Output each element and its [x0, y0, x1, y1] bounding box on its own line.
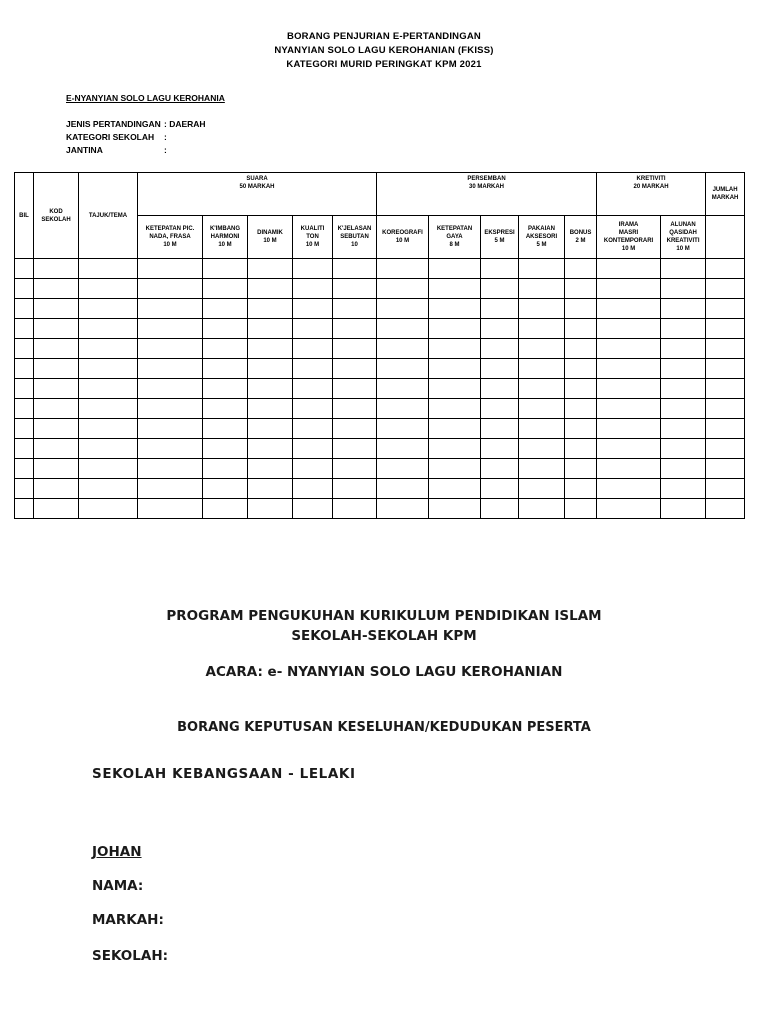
- table-cell[interactable]: [706, 479, 745, 499]
- sub-ekspresi: EKSPRESI 5 M: [481, 216, 519, 259]
- table-cell[interactable]: [519, 359, 565, 379]
- sekolah-kategori: SEKOLAH KEBANGSAAN - LELAKI: [92, 766, 356, 782]
- col-bil: BIL: [15, 173, 34, 259]
- table-cell[interactable]: [248, 379, 293, 399]
- table-cell[interactable]: [79, 479, 138, 499]
- table-cell[interactable]: [565, 319, 597, 339]
- table-cell[interactable]: [79, 499, 138, 519]
- table-cell[interactable]: [15, 479, 34, 499]
- table-cell[interactable]: [79, 439, 138, 459]
- table-cell[interactable]: [248, 419, 293, 439]
- form-info: [66, 118, 206, 157]
- table-row: [15, 399, 745, 419]
- table-cell[interactable]: [565, 259, 597, 279]
- table-cell[interactable]: [481, 359, 519, 379]
- table-cell[interactable]: [597, 279, 661, 299]
- table-cell[interactable]: [565, 439, 597, 459]
- table-cell[interactable]: [481, 279, 519, 299]
- table-cell[interactable]: [429, 259, 481, 279]
- table-row: [15, 319, 745, 339]
- table-cell[interactable]: [203, 279, 248, 299]
- table-cell[interactable]: [293, 279, 333, 299]
- table-cell[interactable]: [377, 499, 429, 519]
- table-cell[interactable]: [429, 439, 481, 459]
- table-cell[interactable]: [565, 279, 597, 299]
- table-cell[interactable]: [15, 499, 34, 519]
- table-cell[interactable]: [333, 339, 377, 359]
- table-cell[interactable]: [597, 299, 661, 319]
- table-cell[interactable]: [293, 399, 333, 419]
- table-cell[interactable]: [248, 399, 293, 419]
- table-cell[interactable]: [519, 339, 565, 359]
- borang-heading: BORANG KEPUTUSAN KESELUHAN/KEDUDUKAN PESERTA: [177, 720, 591, 735]
- table-cell[interactable]: [706, 399, 745, 419]
- table-cell[interactable]: [565, 339, 597, 359]
- sub-kjelasan-sebutan: K'JELASAN SEBUTAN 10: [333, 216, 377, 259]
- table-cell[interactable]: [481, 499, 519, 519]
- table-cell[interactable]: [519, 319, 565, 339]
- title-line-2: NYANYIAN SOLO LAGU KEROHANIAN (FKISS): [274, 45, 494, 56]
- table-cell[interactable]: [248, 259, 293, 279]
- program-heading: [0, 606, 768, 646]
- table-row: [15, 499, 745, 519]
- table-cell[interactable]: [79, 359, 138, 379]
- table-cell[interactable]: [597, 419, 661, 439]
- table-cell[interactable]: [706, 379, 745, 399]
- table-cell[interactable]: [429, 499, 481, 519]
- table-row: [15, 479, 745, 499]
- table-cell[interactable]: [597, 399, 661, 419]
- table-cell[interactable]: [248, 299, 293, 319]
- table-cell[interactable]: [565, 379, 597, 399]
- table-cell[interactable]: [203, 259, 248, 279]
- table-cell[interactable]: [79, 459, 138, 479]
- table-cell[interactable]: [597, 439, 661, 459]
- table-cell[interactable]: [293, 319, 333, 339]
- nama-label: NAMA:: [92, 878, 144, 894]
- table-cell[interactable]: [15, 419, 34, 439]
- table-cell[interactable]: [377, 279, 429, 299]
- table-cell[interactable]: [565, 419, 597, 439]
- sub-koreografi: KOREOGRAFI 10 M: [377, 216, 429, 259]
- table-cell[interactable]: [293, 459, 333, 479]
- table-cell[interactable]: [79, 299, 138, 319]
- sub-jumlah-blank: [706, 216, 745, 259]
- table-cell[interactable]: [565, 299, 597, 319]
- table-cell[interactable]: [706, 279, 745, 299]
- table-cell[interactable]: [661, 399, 706, 419]
- table-cell[interactable]: [429, 379, 481, 399]
- table-cell[interactable]: [203, 459, 248, 479]
- table-cell[interactable]: [293, 419, 333, 439]
- table-cell[interactable]: [377, 299, 429, 319]
- table-cell[interactable]: [15, 459, 34, 479]
- table-cell[interactable]: [377, 399, 429, 419]
- table-row: [15, 459, 745, 479]
- table-row: [15, 339, 745, 359]
- table-row: [15, 419, 745, 439]
- table-cell[interactable]: [248, 319, 293, 339]
- table-cell[interactable]: [706, 459, 745, 479]
- table-cell[interactable]: [661, 299, 706, 319]
- table-cell[interactable]: [333, 399, 377, 419]
- table-cell[interactable]: [15, 339, 34, 359]
- table-cell[interactable]: [333, 499, 377, 519]
- table-cell[interactable]: [519, 459, 565, 479]
- table-cell[interactable]: [481, 319, 519, 339]
- table-row: [15, 359, 745, 379]
- table-cell[interactable]: [377, 259, 429, 279]
- table-cell[interactable]: [565, 399, 597, 419]
- table-cell[interactable]: [34, 339, 79, 359]
- table-cell[interactable]: [203, 299, 248, 319]
- table-cell[interactable]: [519, 399, 565, 419]
- table-cell[interactable]: [706, 499, 745, 519]
- table-cell[interactable]: [203, 419, 248, 439]
- col-jumlah-markah: JUMLAH MARKAH: [706, 173, 745, 216]
- table-cell[interactable]: [377, 379, 429, 399]
- table-cell[interactable]: [138, 299, 203, 319]
- table-cell[interactable]: [203, 359, 248, 379]
- sub-alunan-qasidah: ALUNAN QASIDAH KREATIVITI 10 M: [661, 216, 706, 259]
- table-cell[interactable]: [333, 279, 377, 299]
- table-cell[interactable]: [333, 479, 377, 499]
- table-cell[interactable]: [597, 379, 661, 399]
- table-cell[interactable]: [429, 279, 481, 299]
- table-cell[interactable]: [597, 339, 661, 359]
- table-cell[interactable]: [79, 319, 138, 339]
- table-cell[interactable]: [597, 499, 661, 519]
- table-cell[interactable]: [481, 259, 519, 279]
- table-cell[interactable]: [481, 379, 519, 399]
- table-cell[interactable]: [429, 459, 481, 479]
- table-cell[interactable]: [79, 399, 138, 419]
- table-cell[interactable]: [15, 439, 34, 459]
- table-cell[interactable]: [706, 319, 745, 339]
- table-cell[interactable]: [519, 479, 565, 499]
- table-cell[interactable]: [706, 359, 745, 379]
- table-cell[interactable]: [248, 459, 293, 479]
- table-cell[interactable]: [34, 399, 79, 419]
- program-line-1: PROGRAM PENGUKUHAN KURIKULUM PENDIDIKAN ISLAM: [166, 608, 602, 624]
- table-cell[interactable]: [333, 419, 377, 439]
- title-line-3: KATEGORI MURID PERINGKAT KPM 2021: [286, 59, 482, 70]
- table-cell[interactable]: [481, 439, 519, 459]
- table-cell[interactable]: [377, 479, 429, 499]
- table-cell[interactable]: [377, 459, 429, 479]
- table-cell[interactable]: [519, 499, 565, 519]
- sub-ketepatan-gaya: KETEPATAN GAYA 8 M: [429, 216, 481, 259]
- table-cell[interactable]: [565, 479, 597, 499]
- table-cell[interactable]: [377, 419, 429, 439]
- table-cell[interactable]: [203, 499, 248, 519]
- table-cell[interactable]: [377, 359, 429, 379]
- sub-pakaian-aksesori: PAKAIAN AKSESORI 5 M: [519, 216, 565, 259]
- table-cell[interactable]: [15, 299, 34, 319]
- table-cell[interactable]: [138, 259, 203, 279]
- table-cell[interactable]: [293, 479, 333, 499]
- table-cell[interactable]: [597, 479, 661, 499]
- kategori-value: :: [164, 132, 167, 142]
- table-cell[interactable]: [661, 319, 706, 339]
- sub-kualiti-ton: KUALITI TON 10 M: [293, 216, 333, 259]
- group-kretiviti: KRETIVITI 20 MARKAH: [597, 173, 706, 216]
- table-cell[interactable]: [661, 479, 706, 499]
- table-cell[interactable]: [293, 499, 333, 519]
- table-cell[interactable]: [597, 319, 661, 339]
- table-cell[interactable]: [661, 259, 706, 279]
- table-cell[interactable]: [661, 419, 706, 439]
- table-cell[interactable]: [661, 279, 706, 299]
- table-cell[interactable]: [248, 339, 293, 359]
- group-persemban: PERSEMBAN 30 MARKAH: [377, 173, 597, 216]
- table-cell[interactable]: [138, 379, 203, 399]
- kategori-label: KATEGORI SEKOLAH: [66, 132, 155, 142]
- table-cell[interactable]: [333, 259, 377, 279]
- table-cell[interactable]: [203, 399, 248, 419]
- table-cell[interactable]: [597, 259, 661, 279]
- table-cell[interactable]: [481, 419, 519, 439]
- table-cell[interactable]: [429, 419, 481, 439]
- table-cell[interactable]: [519, 259, 565, 279]
- jantina-label: JANTINA: [66, 145, 103, 155]
- table-cell[interactable]: [15, 279, 34, 299]
- table-cell[interactable]: [519, 439, 565, 459]
- table-cell[interactable]: [333, 439, 377, 459]
- table-cell[interactable]: [565, 499, 597, 519]
- table-cell[interactable]: [79, 259, 138, 279]
- table-cell[interactable]: [138, 399, 203, 419]
- table-cell[interactable]: [481, 399, 519, 419]
- table-cell[interactable]: [34, 379, 79, 399]
- table-cell[interactable]: [34, 499, 79, 519]
- table-cell[interactable]: [79, 339, 138, 359]
- table-cell[interactable]: [34, 279, 79, 299]
- table-cell[interactable]: [15, 399, 34, 419]
- table-cell[interactable]: [79, 419, 138, 439]
- jantina-value: :: [164, 145, 167, 155]
- jenis-label: JENIS PERTANDINGAN: [66, 119, 161, 129]
- acara-heading: ACARA: e- NYANYIAN SOLO LAGU KEROHANIAN: [205, 664, 563, 680]
- table-cell[interactable]: [138, 499, 203, 519]
- table-cell[interactable]: [15, 379, 34, 399]
- table-cell[interactable]: [565, 359, 597, 379]
- form-title: [0, 30, 768, 72]
- table-cell[interactable]: [248, 499, 293, 519]
- table-cell[interactable]: [565, 459, 597, 479]
- table-cell[interactable]: [34, 319, 79, 339]
- table-cell[interactable]: [377, 339, 429, 359]
- table-cell[interactable]: [333, 359, 377, 379]
- table-cell[interactable]: [138, 459, 203, 479]
- table-cell[interactable]: [481, 339, 519, 359]
- table-cell[interactable]: [138, 279, 203, 299]
- group-suara: SUARA 50 MARKAH: [138, 173, 377, 216]
- table-cell[interactable]: [429, 339, 481, 359]
- table-cell[interactable]: [429, 359, 481, 379]
- table-cell[interactable]: [429, 299, 481, 319]
- table-cell[interactable]: [661, 339, 706, 359]
- table-cell[interactable]: [203, 479, 248, 499]
- sub-ketepatan-pic: KETEPATAN PIC. NADA, FRASA 10 M: [138, 216, 203, 259]
- table-cell[interactable]: [429, 399, 481, 419]
- table-cell[interactable]: [34, 459, 79, 479]
- table-cell[interactable]: [138, 339, 203, 359]
- table-cell[interactable]: [34, 259, 79, 279]
- table-cell[interactable]: [79, 279, 138, 299]
- table-cell[interactable]: [706, 339, 745, 359]
- program-line-2: SEKOLAH-SEKOLAH KPM: [291, 628, 477, 644]
- score-table: [14, 172, 745, 519]
- table-cell[interactable]: [481, 479, 519, 499]
- table-cell[interactable]: [597, 359, 661, 379]
- sekolah-label: SEKOLAH:: [92, 948, 169, 964]
- table-cell[interactable]: [293, 439, 333, 459]
- table-cell[interactable]: [706, 419, 745, 439]
- table-cell[interactable]: [248, 359, 293, 379]
- table-cell[interactable]: [706, 439, 745, 459]
- table-cell[interactable]: [138, 359, 203, 379]
- sub-kimbang-harmoni: K'IMBANG HARMONI 10 M: [203, 216, 248, 259]
- table-cell[interactable]: [138, 419, 203, 439]
- table-cell[interactable]: [293, 359, 333, 379]
- table-cell[interactable]: [333, 379, 377, 399]
- table-cell[interactable]: [597, 459, 661, 479]
- table-cell[interactable]: [481, 459, 519, 479]
- title-line-1: BORANG PENJURIAN E-PERTANDINGAN: [287, 31, 481, 42]
- table-cell[interactable]: [248, 439, 293, 459]
- table-cell[interactable]: [34, 439, 79, 459]
- table-cell[interactable]: [333, 319, 377, 339]
- table-cell[interactable]: [79, 379, 138, 399]
- table-cell[interactable]: [34, 419, 79, 439]
- table-cell[interactable]: [661, 459, 706, 479]
- table-cell[interactable]: [429, 319, 481, 339]
- table-cell[interactable]: [481, 299, 519, 319]
- table-cell[interactable]: [706, 299, 745, 319]
- table-cell[interactable]: [293, 339, 333, 359]
- jenis-value: : DAERAH: [164, 119, 206, 129]
- col-kod-sekolah: KOD SEKOLAH: [34, 173, 79, 259]
- table-cell[interactable]: [248, 479, 293, 499]
- table-row: [15, 259, 745, 279]
- table-cell[interactable]: [15, 259, 34, 279]
- johan-label: JOHAN: [92, 844, 142, 860]
- col-tajuk-tema: TAJUK/TEMA: [79, 173, 138, 259]
- table-cell[interactable]: [429, 479, 481, 499]
- table-cell[interactable]: [293, 259, 333, 279]
- table-cell[interactable]: [333, 459, 377, 479]
- table-cell[interactable]: [138, 319, 203, 339]
- table-cell[interactable]: [34, 479, 79, 499]
- table-cell[interactable]: [661, 359, 706, 379]
- table-cell[interactable]: [661, 439, 706, 459]
- table-cell[interactable]: [377, 319, 429, 339]
- markah-label: MARKAH:: [92, 912, 164, 928]
- table-cell[interactable]: [15, 359, 34, 379]
- sub-irama-masri: IRAMA MASRI KONTEMPORARI 10 M: [597, 216, 661, 259]
- table-cell[interactable]: [377, 439, 429, 459]
- table-row: [15, 379, 745, 399]
- table-cell[interactable]: [34, 299, 79, 319]
- table-cell[interactable]: [519, 379, 565, 399]
- table-cell[interactable]: [248, 279, 293, 299]
- table-cell[interactable]: [15, 319, 34, 339]
- sub-dinamik: DINAMIK 10 M: [248, 216, 293, 259]
- table-row: [15, 439, 745, 459]
- table-cell[interactable]: [138, 439, 203, 459]
- table-cell[interactable]: [293, 379, 333, 399]
- table-cell[interactable]: [661, 379, 706, 399]
- table-cell[interactable]: [203, 379, 248, 399]
- table-cell[interactable]: [661, 499, 706, 519]
- table-cell[interactable]: [203, 319, 248, 339]
- table-cell[interactable]: [203, 439, 248, 459]
- sub-bonus: BONUS 2 M: [565, 216, 597, 259]
- table-row: [15, 299, 745, 319]
- table-cell[interactable]: [34, 359, 79, 379]
- table-cell[interactable]: [519, 279, 565, 299]
- table-cell[interactable]: [203, 339, 248, 359]
- table-cell[interactable]: [293, 299, 333, 319]
- table-row: [15, 279, 745, 299]
- table-cell[interactable]: [519, 299, 565, 319]
- form-subtitle: E-NYANYIAN SOLO LAGU KEROHANIA: [66, 93, 225, 103]
- table-cell[interactable]: [333, 299, 377, 319]
- table-cell[interactable]: [519, 419, 565, 439]
- table-cell[interactable]: [138, 479, 203, 499]
- table-cell[interactable]: [706, 259, 745, 279]
